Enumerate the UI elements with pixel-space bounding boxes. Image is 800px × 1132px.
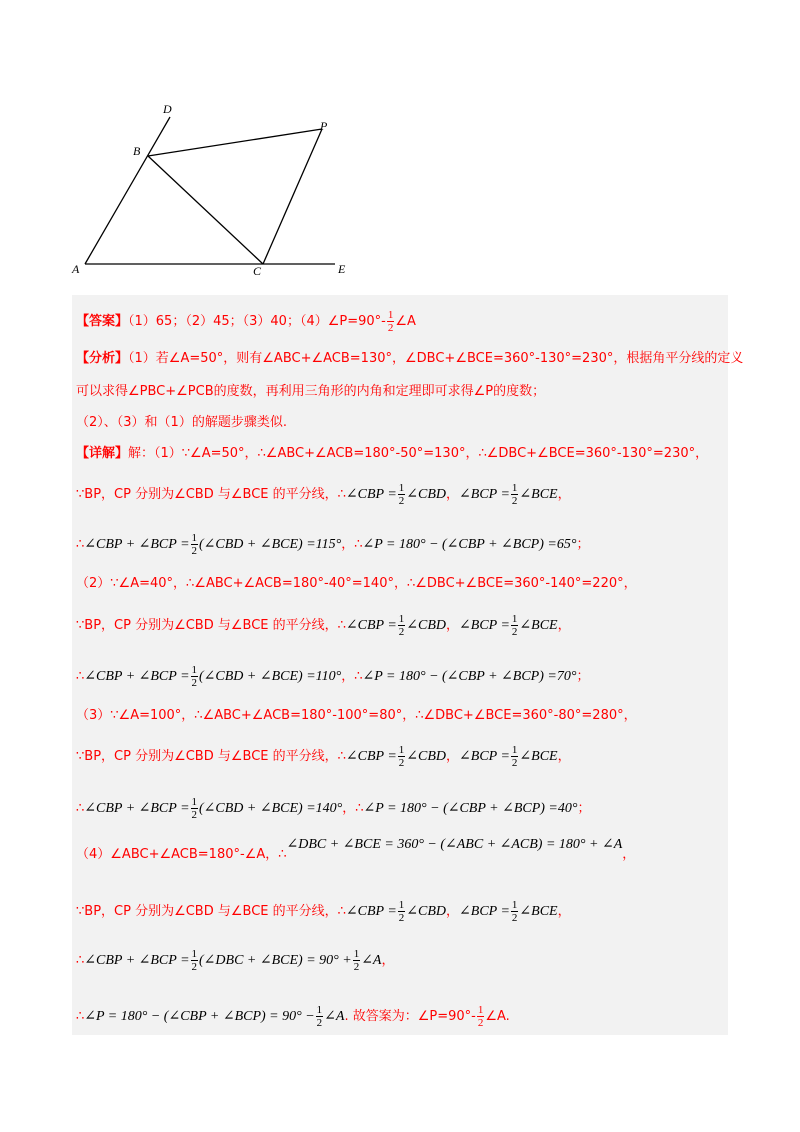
label-p: P [320, 119, 328, 133]
solution-step-1: 【详解】解：（1）∵∠A=50°，∴∠ABC+∠ACB=180°-50°=130°，∴∠DBC+∠BCE=360°-130°=230°， [76, 446, 709, 461]
answer-line: 【答案】（1）65；（2）45；（3）40；（4）∠P=90°- $\frac{1}{2}$ ∠A [76, 309, 416, 334]
analysis-line-1: 【分析】（1）若∠A=50°，则有∠ABC+∠ACB=130°，∠DBC+∠BCE=360°-130°=230°，根据角平分线的定义 [76, 351, 744, 366]
geometry-figure [60, 95, 360, 285]
sum-line-3: ∴∠CBP + ∠BCP = $\frac{1}{2}$ (∠CBD + ∠BCE) =140°，∴∠P = 180° − (∠CBP + ∠BCP) =40°； [76, 796, 591, 821]
final-line: ∴∠P = 180° − (∠CBP + ∠BCP) = 90° − $\frac{1}{2}$ ∠A. 故答案为：∠P=90°- $\frac{1}{2}$ ∠A. [76, 1004, 510, 1029]
solution-step-3: （3）∵∠A=100°，∴∠ABC+∠ACB=180°-100°=80°，∴∠DBC+∠BCE=360°-80°=280°， [76, 708, 637, 723]
segment-bp [148, 129, 322, 156]
label-d: D [163, 102, 172, 116]
segment-bc [148, 156, 263, 264]
line-ad [85, 117, 170, 264]
label-a: A [72, 262, 80, 276]
bisector-line-3: ∵BP，CP 分别为∠CBD 与∠BCE 的平分线，∴∠CBP = $\frac{1}{2}$ ∠CBD，∠BCP = $\frac{1}{2}$ ∠BCE， [76, 744, 571, 769]
sum-line-1: ∴∠CBP + ∠BCP = $\frac{1}{2}$ (∠CBD + ∠BCE) =115°，∴∠P = 180° − (∠CBP + ∠BCP) =65°； [76, 532, 590, 557]
bisector-line-1: ∵BP，CP 分别为∠CBD 与∠BCE 的平分线，∴∠CBP = $\frac{1}{2}$ ∠CBD，∠BCP = $\frac{1}{2}$ ∠BCE， [76, 482, 571, 507]
label-b: B [133, 144, 141, 158]
bisector-line-2: ∵BP，CP 分别为∠CBD 与∠BCE 的平分线，∴∠CBP = $\frac{1}{2}$ ∠CBD，∠BCP = $\frac{1}{2}$ ∠BCE， [76, 613, 571, 638]
bisector-line-4: ∵BP，CP 分别为∠CBD 与∠BCE 的平分线，∴∠CBP = $\frac{1}{2}$ ∠CBD，∠BCP = $\frac{1}{2}$ ∠BCE， [76, 899, 571, 924]
sum-line-2: ∴∠CBP + ∠BCP = $\frac{1}{2}$ (∠CBD + ∠BCE) =110°，∴∠P = 180° − (∠CBP + ∠BCP) =70°； [76, 664, 590, 689]
solution-step-2: （2）∵∠A=40°，∴∠ABC+∠ACB=180°-40°=140°，∴∠DBC+∠BCE=360°-140°=220°， [76, 576, 637, 591]
solution-step-4: （4）∠ABC+∠ACB=180°-∠A，∴∠DBC + ∠BCE = 360° − (∠ABC + ∠ACB) = 180° + ∠A， [76, 837, 636, 862]
sum-line-4: ∴∠CBP + ∠BCP = $\frac{1}{2}$ (∠DBC + ∠BCE) = 90° + $\frac{1}{2}$ ∠A， [76, 948, 395, 973]
triangle-diagram [60, 95, 360, 285]
label-c: C [253, 264, 262, 278]
segment-pc [263, 129, 322, 264]
label-e: E [338, 262, 346, 276]
analysis-line-3: （2）、（3）和（1）的解题步骤类似. [76, 415, 287, 430]
analysis-line-2: 可以求得∠PBC+∠PCB的度数，再利用三角形的内角和定理即可求得∠P的度数； [76, 384, 546, 399]
